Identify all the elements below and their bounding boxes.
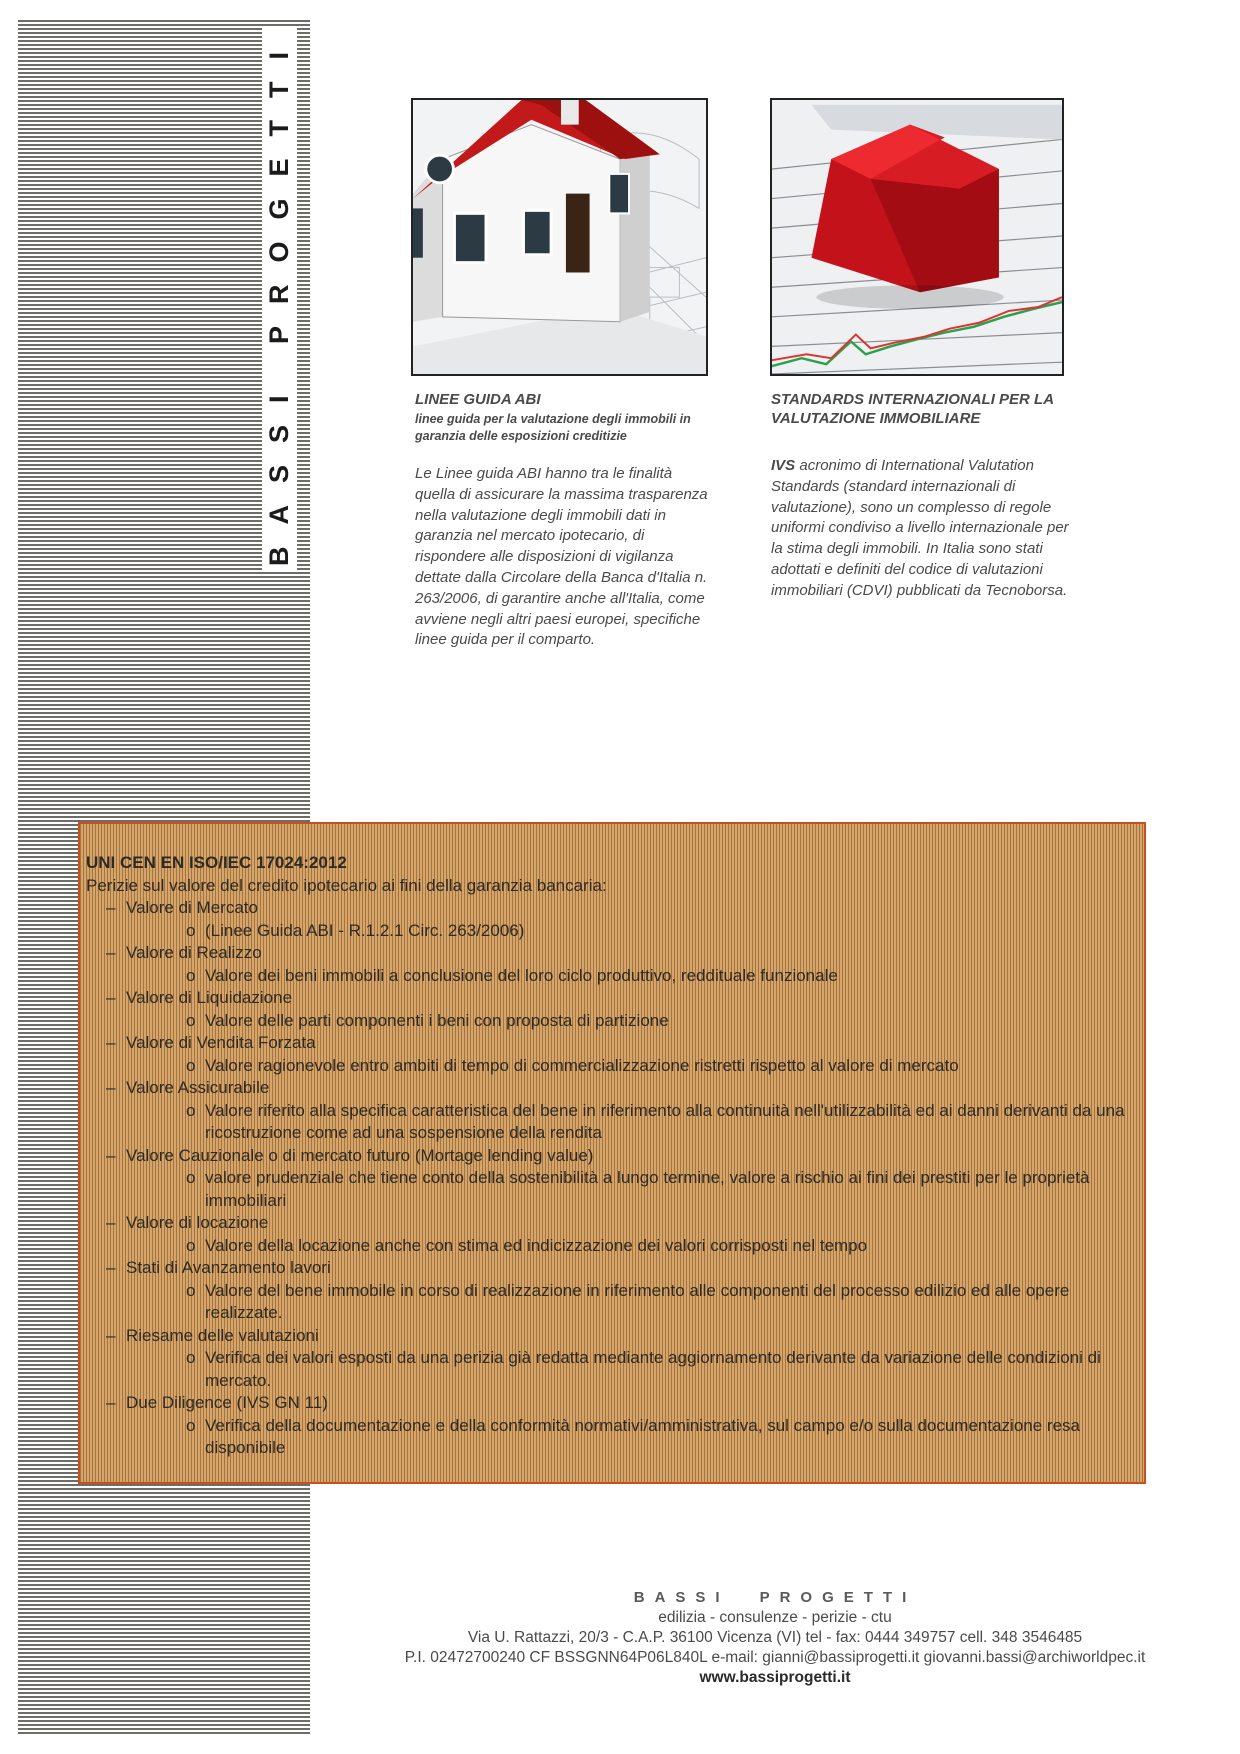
valuation-item [86, 942, 1144, 987]
valuation-subitem-text: Valore dei beni immobili a conclusione del loro ciclo produttivo, reddituale funzionale [205, 965, 838, 985]
valuation-sublist [126, 1010, 1144, 1033]
footer [310, 1588, 1240, 1688]
dash-bullet: – [106, 898, 116, 917]
dash-bullet: – [106, 988, 116, 1007]
ivs-title: STANDARDS INTERNAZIONALI PER LA VALUTAZIONE IMMOBILIARE [771, 391, 1054, 427]
footer-fiscal-email: P.I. 02472700240 CF BSSGNN64P06L840L e-mail: gianni@bassiprogetti.it giovanni.bassi@archiworldpec.it [404, 1649, 1146, 1666]
valuation-subitem-text: Valore riferito alla specifica caratteristica del bene in riferimento alla continuità nell'utilizzabilità ed ai danni derivanti da una ricostruzione come ad una sospensione della rendita [205, 1100, 1125, 1142]
dash-bullet: – [106, 1325, 116, 1345]
valuation-item-label: Valore di Liquidazione [126, 988, 293, 1007]
valuation-subitem-text: Verifica dei valori esposti da una perizia già redatta mediante aggiornamento derivante da variazione delle condizioni di mercato. [205, 1348, 1101, 1390]
circle-bullet: o [186, 1100, 196, 1120]
valuation-sublist [126, 920, 1144, 943]
abi-body: Le Linee guida ABI hanno tra le finalità quella di assicurare la massima trasparenza nella valutazione degli immobili dati in garanzia nel mercato ipotecario, di rispondere alle disposizioni di vigilanza dettate dalla Circolare della Banca d'Italia n. 263/2006, di garantire anche all'Italia, come avviene negli altri paesi europei, specifiche linee guida per il comparto. [415, 465, 708, 649]
valuation-subitem [126, 1415, 1144, 1460]
ivs-body [771, 456, 1071, 602]
footer-website-link[interactable]: www.bassiprogetti.it [699, 1669, 851, 1686]
valuation-subitem [126, 1280, 1144, 1325]
dash-bullet: – [106, 1033, 116, 1052]
finance-chart-icon [772, 100, 1062, 374]
valuation-subitem [126, 1167, 1144, 1212]
valuation-subitem-text: Valore delle parti componenti i beni con proposta di partizione [205, 1010, 669, 1030]
valuation-item-label: Valore Assicurabile [126, 1078, 270, 1097]
valuation-subitem-text: (Linee Guida ABI - R.1.2.1 Circ. 263/2006) [205, 920, 525, 940]
circle-bullet: o [186, 965, 196, 985]
dash-bullet: – [106, 1145, 116, 1165]
valuation-subitem [126, 1010, 1144, 1033]
ivs-standards-column [771, 390, 1071, 602]
valuation-subitem [126, 965, 1144, 988]
dash-bullet: – [106, 943, 116, 962]
circle-bullet: o [186, 1235, 196, 1255]
circle-bullet: o [186, 1415, 196, 1435]
footer-brand [310, 1588, 1240, 1608]
valuation-subitem [126, 920, 1144, 943]
valuation-item [86, 1325, 1144, 1393]
footer-brand-second: PROGETTI [759, 1589, 917, 1606]
valuation-subitem-text: Verifica della documentazione e della conformità normativi/amministrativa, sul campo e/o sulla documentazione resa disponibile [205, 1415, 1080, 1457]
valuation-item [86, 1257, 1144, 1325]
valuation-subitem [126, 1055, 1144, 1078]
valuation-sublist [126, 1347, 1144, 1392]
valuation-item-label: Due Diligence (IVS GN 11) [126, 1393, 328, 1412]
dash-bullet: – [106, 1258, 116, 1277]
valuation-sublist [126, 1100, 1144, 1145]
circle-bullet: o [186, 920, 196, 940]
valuation-item [86, 1392, 1144, 1460]
valuation-sublist [126, 1167, 1144, 1212]
valuation-item-label: Valore di Realizzo [126, 943, 262, 962]
ivs-body-rest: acronimo di International Valutation Standards (standard internazionali di valutazione), sono un complesso di regole uniformi condiviso a livello internazionale per la stima degli immobili. In Italia sono stati adottati e definiti del codice di valutazioni immobiliari (CDVI) pubblicati da Tecnoborsa. [771, 457, 1069, 599]
certification-title: UNI CEN EN ISO/IEC 17024:2012 [86, 853, 347, 872]
house-blueprint-image [411, 98, 708, 376]
valuation-sublist [126, 1235, 1144, 1258]
abi-title: LINEE GUIDA ABI [415, 391, 541, 408]
valuation-sublist [126, 1055, 1144, 1078]
valuation-item [86, 897, 1144, 942]
valuation-item [86, 1145, 1144, 1213]
valuation-item-label: Valore di locazione [126, 1213, 269, 1232]
footer-brand-first: BASSI [633, 1589, 730, 1606]
dash-bullet: – [106, 1393, 116, 1412]
valuation-item [86, 987, 1144, 1032]
valuation-subitem-text: Valore ragionevole entro ambiti di tempo di commercializzazione ristretti rispetto al valore di mercato [205, 1055, 959, 1075]
valuation-subitem [126, 1347, 1144, 1392]
valuation-item-label: Riesame delle valutazioni [126, 1325, 319, 1345]
valuation-sublist [126, 965, 1144, 988]
abi-subtitle: linee guida per la valutazione degli immobili in garanzia delle esposizioni creditizie [415, 412, 691, 443]
footer-address: Via U. Rattazzi, 20/3 - C.A.P. 36100 Vicenza (VI) tel - fax: 0444 349757 cell. 348 3546485 [467, 1629, 1083, 1646]
side-vertical-title: BASSI PROGETTI [262, 26, 297, 570]
abi-guidelines-column [415, 390, 715, 651]
valuation-sublist [126, 1415, 1144, 1460]
valuation-subitem-text: Valore del bene immobile in corso di realizzazione in riferimento alle componenti del processo edilizio ed alle opere realizzate. [205, 1280, 1070, 1322]
circle-bullet: o [186, 1168, 196, 1187]
circle-bullet: o [186, 1280, 196, 1300]
red-house-chart-image [770, 98, 1064, 376]
valuation-item [86, 1077, 1144, 1145]
valuation-subitem [126, 1235, 1144, 1258]
dash-bullet: – [106, 1213, 116, 1232]
circle-bullet: o [186, 1010, 196, 1030]
circle-bullet: o [186, 1055, 196, 1075]
valuation-list [86, 897, 1144, 1460]
valuation-subitem-text: Valore della locazione anche con stima ed indicizzazione dei valori corrisposti nel tempo [205, 1235, 868, 1255]
valuation-item-label: Stati di Avanzamento lavori [126, 1258, 331, 1277]
valuation-item [86, 1212, 1144, 1257]
ivs-body-lead: IVS [771, 457, 796, 474]
footer-tagline: edilizia - consulenze - perizie - ctu [658, 1609, 892, 1626]
valuation-sublist [126, 1280, 1144, 1325]
valuation-item-label: Valore di Mercato [126, 898, 258, 917]
valuation-services-box [78, 822, 1146, 1484]
house-icon [413, 100, 706, 374]
circle-bullet: o [186, 1348, 196, 1367]
valuation-subitem [126, 1100, 1144, 1145]
services-intro: Perizie sul valore del credito ipotecario ai fini della garanzia bancaria: [86, 875, 607, 895]
dash-bullet: – [106, 1078, 116, 1097]
valuation-item-label: Valore Cauzionale o di mercato futuro (Mortage lending value) [126, 1145, 594, 1165]
valuation-subitem-text: valore prudenziale che tiene conto della sostenibilità a lungo termine, valore a rischio ai fini dei prestiti per le proprietà immobiliari [205, 1168, 1090, 1210]
valuation-item [86, 1032, 1144, 1077]
valuation-item-label: Valore di Vendita Forzata [126, 1033, 316, 1052]
